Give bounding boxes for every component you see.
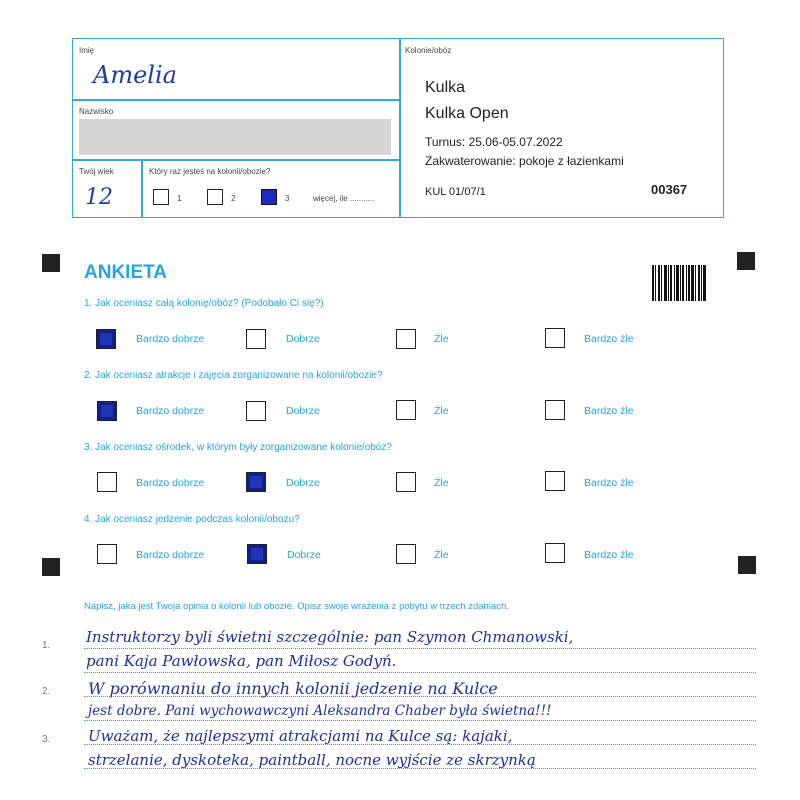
q3-option-label: Bardzo źle (584, 477, 634, 489)
q2-option-label: Źle (434, 405, 449, 417)
q1-option-label: Bardzo źle (584, 333, 634, 345)
q2-bardzo-dobrze-checkbox[interactable] (97, 401, 117, 421)
form-number: 00367 (651, 182, 688, 197)
alignment-marker (737, 252, 755, 270)
q1-zle-checkbox[interactable] (396, 329, 416, 349)
q2-option-label: Bardzo źle (584, 405, 634, 417)
q3-bardzo-zle-checkbox[interactable] (545, 471, 565, 491)
q1-option-label: Bardzo dobrze (136, 333, 205, 345)
question-1: 1. Jak oceniasz całą kolonię/obóz? (Podobało Ci się?) (84, 298, 324, 309)
q3-option-label: Dobrze (286, 477, 320, 489)
q4-option-label: Dobrze (287, 549, 321, 561)
line-number: 2. (42, 686, 51, 697)
alignment-marker (738, 556, 756, 574)
camp-variant: Kulka Open (425, 105, 509, 122)
q3-option-label: Bardzo dobrze (136, 477, 205, 489)
answer-text-line[interactable]: strzelanie, dyskoteka, paintball, nocne wyjście ze skrzynką (88, 751, 536, 769)
kolonie-label: Kolonie/obóz (405, 46, 452, 55)
q3-dobrze-checkbox[interactable] (246, 472, 266, 492)
q1-bardzo-dobrze-checkbox[interactable] (96, 329, 116, 349)
q3-bardzo-dobrze-checkbox[interactable] (97, 472, 117, 492)
alignment-marker (42, 558, 60, 576)
camp-name: Kulka (425, 79, 466, 96)
question-3: 3. Jak oceniasz ośrodek, w którym były zorganizowane kolonie/obóz? (84, 442, 392, 453)
q2-zle-checkbox[interactable] (396, 400, 416, 420)
q4-zle-checkbox[interactable] (396, 544, 416, 564)
answer-line (84, 672, 756, 673)
zakwaterowanie: Zakwaterowanie: pokoje z łazienkami (425, 154, 624, 168)
choice-2-checkbox[interactable] (207, 189, 223, 205)
imie-value[interactable]: Amelia (93, 61, 177, 89)
line-number: 1. (42, 640, 51, 651)
answer-text-line[interactable]: jest dobre. Pani wychowawczyni Aleksandra Chaber była świetna!!! (88, 703, 552, 719)
q1-option-label: Źle (434, 333, 449, 345)
answer-line (84, 648, 756, 649)
q3-zle-checkbox[interactable] (396, 472, 416, 492)
q4-option-label: Bardzo źle (584, 549, 634, 561)
header-box (72, 38, 724, 218)
survey-title: ANKIETA (84, 262, 168, 283)
q2-dobrze-checkbox[interactable] (246, 401, 266, 421)
turnus: Turnus: 25.06-05.07.2022 (425, 135, 563, 149)
ktory-raz-label: Który raz jesteś na kolonii/obozie? (149, 167, 271, 176)
barcode-icon (652, 265, 706, 301)
alignment-marker (42, 254, 60, 272)
answer-text-line[interactable]: Uważam, że najlepszymi atrakcjami na Kulce są: kajaki, (88, 727, 513, 745)
camp-code: KUL 01/07/1 (425, 186, 486, 198)
choice-1-label: 1 (177, 194, 182, 203)
answer-text-line[interactable]: Instruktorzy byli świetni szczególnie: pan Szymon Chmanowski, (86, 628, 574, 646)
q3-option-label: Źle (434, 477, 449, 489)
line-number: 3. (42, 734, 51, 745)
q1-option-label: Dobrze (286, 333, 320, 345)
q4-dobrze-checkbox[interactable] (247, 544, 267, 564)
q1-dobrze-checkbox[interactable] (246, 329, 266, 349)
nazwisko-redacted (79, 119, 391, 155)
choice-1-checkbox[interactable] (153, 189, 169, 205)
nazwisko-label: Nazwisko (79, 107, 114, 116)
answer-text-line[interactable]: pani Kaja Pawłowska, pan Miłosz Godyń. (86, 652, 397, 670)
imie-label: Imię (79, 46, 95, 55)
q2-option-label: Dobrze (286, 405, 320, 417)
choice-3-checkbox[interactable] (261, 189, 277, 205)
choice-2-label: 2 (231, 194, 236, 203)
answer-line (84, 720, 756, 721)
q2-option-label: Bardzo dobrze (136, 405, 205, 417)
q4-option-label: Źle (434, 549, 449, 561)
choice-3-label: 3 (285, 194, 290, 203)
opinion-prompt: Napisz, jaka jest Twoja opinia o kolonii lub obozie. Opisz swoje wrażenia z pobytu w trzech zdaniach. (84, 601, 509, 612)
question-4: 4. Jak oceniasz jedzenie podczas kolonii/obozu? (84, 514, 300, 525)
wiecej-label: więcej, ile ........... (313, 194, 375, 203)
q1-bardzo-zle-checkbox[interactable] (545, 328, 565, 348)
wiek-value[interactable]: 12 (85, 185, 113, 210)
q4-bardzo-dobrze-checkbox[interactable] (97, 544, 117, 564)
q4-option-label: Bardzo dobrze (136, 549, 205, 561)
q2-bardzo-zle-checkbox[interactable] (545, 400, 565, 420)
question-2: 2. Jak oceniasz atrakcje i zajęcia zorganizowane na kolonii/obozie? (84, 370, 383, 381)
q4-bardzo-zle-checkbox[interactable] (545, 543, 565, 563)
answer-text-line[interactable]: W porównaniu do innych kolonii jedzenie na Kulce (88, 679, 498, 698)
wiek-label: Twój wiek (79, 167, 114, 176)
